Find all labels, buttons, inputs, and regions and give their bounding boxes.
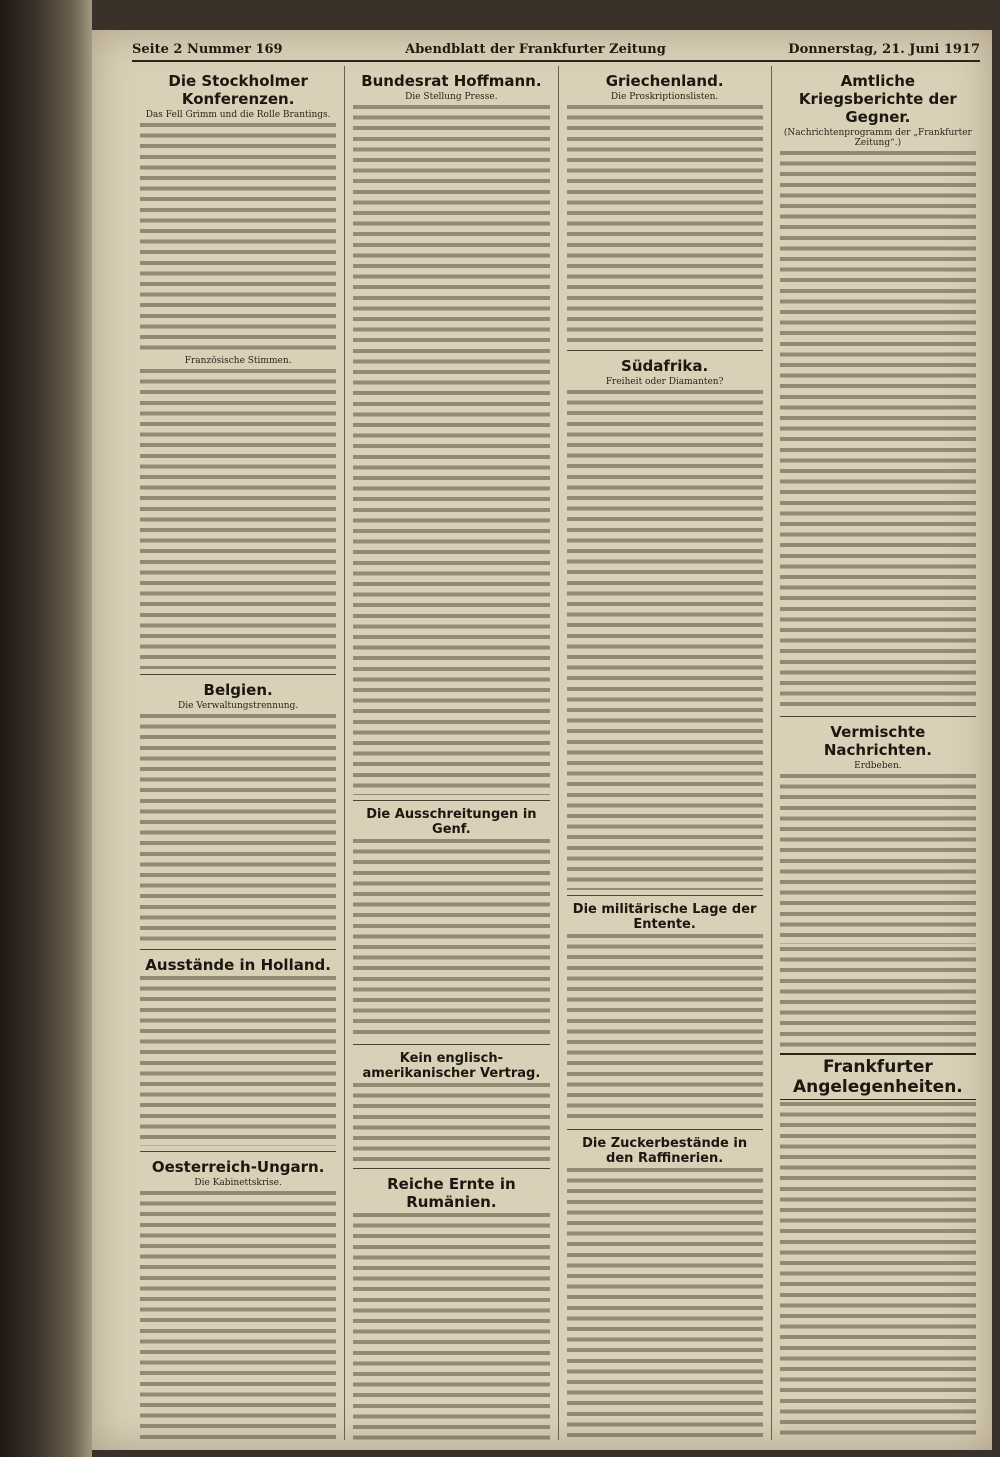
article-body <box>353 1083 549 1163</box>
article-body <box>567 105 763 345</box>
masthead <box>132 38 980 62</box>
column-3 <box>559 66 772 1440</box>
article-body <box>353 839 549 1039</box>
heading-kriegsberichte: Amtliche Kriegsberichte der Gegner. <box>798 72 957 126</box>
column-1 <box>132 66 345 1440</box>
divider <box>780 716 976 717</box>
article-body <box>780 947 976 1047</box>
heading-oesterreich: Oesterreich-Ungarn. <box>151 1158 325 1176</box>
article-body <box>353 105 549 795</box>
divider <box>140 1151 336 1152</box>
columns <box>132 66 984 1440</box>
heading-vertrag: Kein englisch-amerikanischer Vertrag. <box>362 1051 541 1081</box>
article-body <box>140 123 336 353</box>
subheading-verwaltung: Die Verwaltungstrennung. <box>178 701 299 711</box>
subheading-presse: Die Stellung Presse. <box>405 92 498 102</box>
divider <box>353 1044 549 1045</box>
article-body <box>353 1213 549 1440</box>
article-body <box>567 934 763 1124</box>
article-body <box>780 774 976 944</box>
newspaper-page <box>92 30 992 1450</box>
heading-holland: Ausstände in Holland. <box>145 956 331 974</box>
article-body <box>140 1191 336 1440</box>
heading-suedafrika: Südafrika. <box>621 357 709 375</box>
heading-rumaenien: Reiche Ernte in Rumänien. <box>387 1175 516 1211</box>
article-body <box>140 714 336 944</box>
article-body <box>140 976 336 1146</box>
subheading-kabinett: Die Kabinettskrise. <box>194 1178 282 1188</box>
heading-frankfurt: Frankfurter Angelegenheiten. <box>780 1053 976 1100</box>
divider <box>140 949 336 950</box>
subheading-diamanten: Freiheit oder Diamanten? <box>605 377 724 387</box>
column-2 <box>345 66 558 1440</box>
divider <box>567 1129 763 1130</box>
book-binding <box>0 0 92 1457</box>
divider <box>140 674 336 675</box>
page-number: Seite 2 Nummer 169 <box>132 41 283 57</box>
subheading-erdbeben: Erdbeben. <box>854 761 902 771</box>
column-4 <box>772 66 984 1440</box>
newspaper-title: Abendblatt der Frankfurter Zeitung <box>405 41 666 57</box>
heading-genf: Die Ausschreitungen in Genf. <box>366 807 537 837</box>
divider <box>353 1168 549 1169</box>
heading-griechenland: Griechenland. <box>605 72 724 90</box>
article-body <box>780 1102 976 1440</box>
article-body <box>780 151 976 711</box>
divider <box>567 895 763 896</box>
subheading-nachrichten: (Nachrichtenprogramm der „Frankfurter Zeitung“.) <box>783 128 972 148</box>
divider <box>353 800 549 801</box>
heading-entente: Die militärische Lage der Entente. <box>572 902 757 932</box>
heading-zucker: Die Zuckerbestände in den Raffinerien. <box>582 1136 748 1166</box>
heading-belgien: Belgien. <box>203 681 273 699</box>
subheading-french: Französische Stimmen. <box>184 356 292 366</box>
article-body <box>567 1168 763 1440</box>
subheading-proskription: Die Proskriptionslisten. <box>610 92 719 102</box>
heading-vermischte: Vermischte Nachrichten. <box>823 723 932 759</box>
heading-stockholm: Die Stockholmer Konferenzen. <box>168 72 308 108</box>
subheading-grimm: Das Fell Grimm und die Rolle Brantings. <box>145 110 331 120</box>
divider <box>567 350 763 351</box>
issue-date: Donnerstag, 21. Juni 1917 <box>788 41 980 57</box>
article-body <box>567 390 763 890</box>
heading-hoffmann: Bundesrat Hoffmann. <box>361 72 542 90</box>
article-body <box>140 369 336 669</box>
